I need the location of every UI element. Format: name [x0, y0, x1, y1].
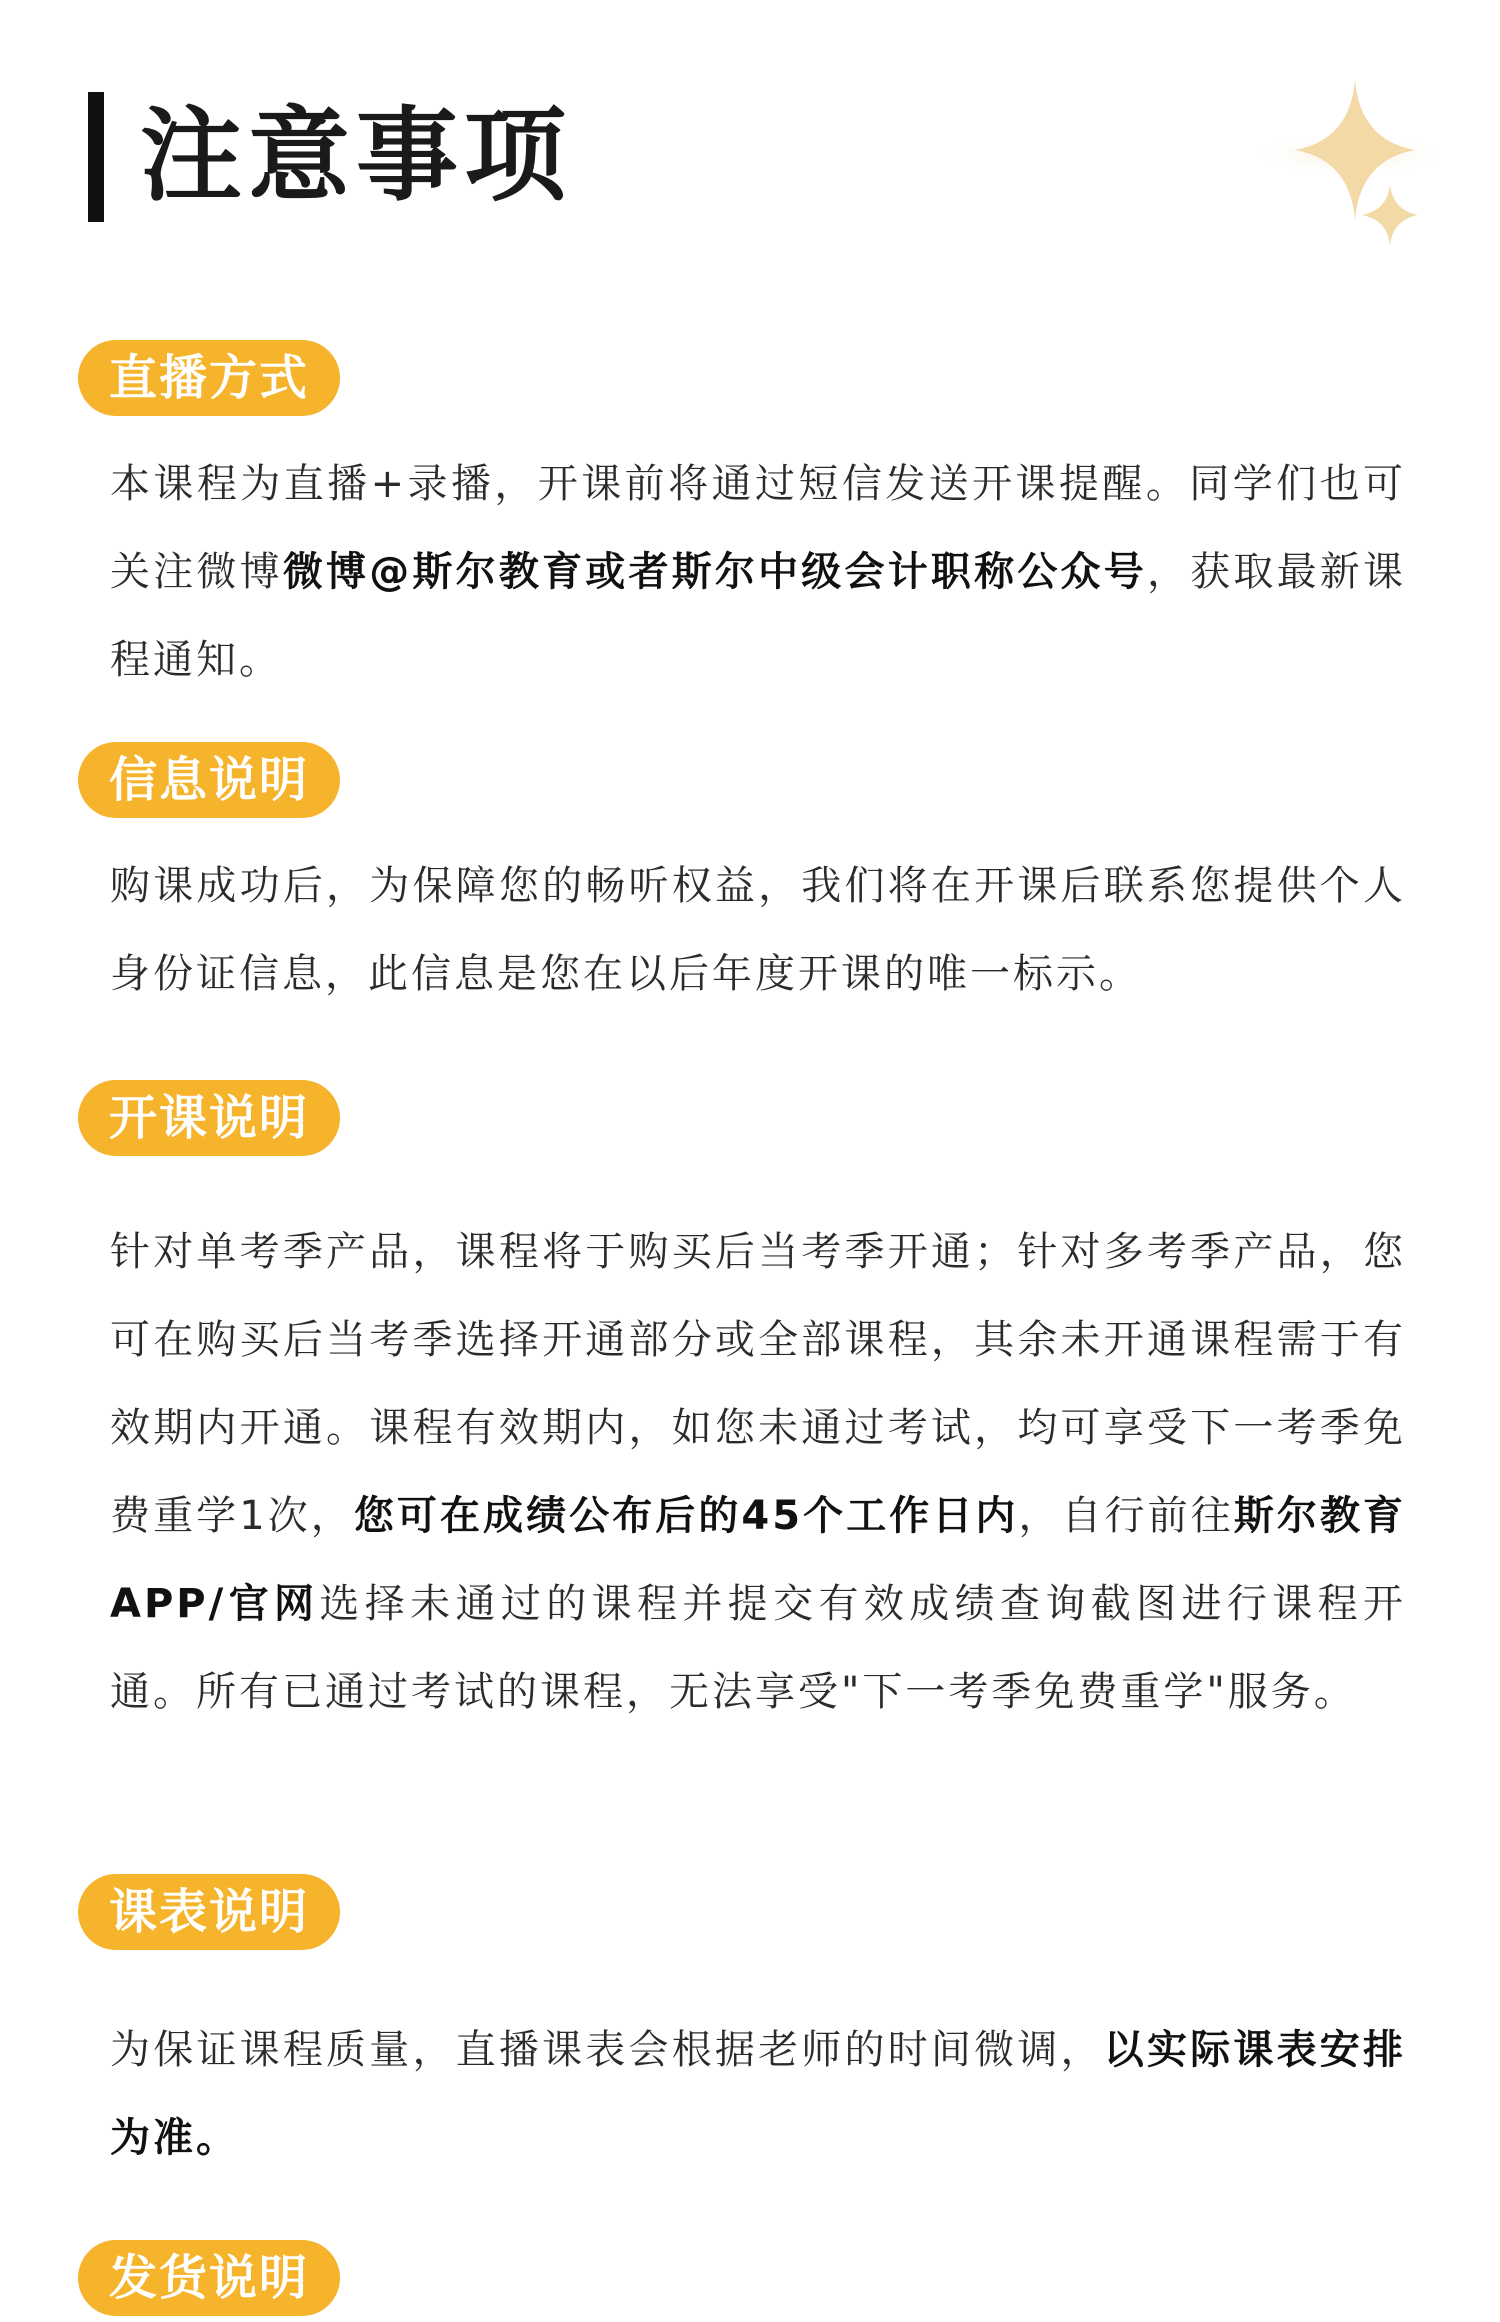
paragraph-emphasis: 斯尔教育APP/官网 — [110, 1493, 1407, 1627]
paragraph-text: 购课成功后，为保障您的畅听权益，我们将在开课后联系您提供个人身份证信息，此信息是您在以后年度开课的唯一标示。 — [110, 863, 1406, 997]
paragraph-text: 本课程为直播+录播，开课前将通过短信发送开课提醒。同学们也可关注微博 — [110, 461, 1406, 595]
paragraph-schedule — [110, 2006, 1406, 2182]
badge-info: 信息说明 — [78, 742, 340, 818]
paragraph-text: ，获取最新课程通知。 — [110, 549, 1407, 683]
paragraph-text: ，自行前往 — [1018, 1493, 1234, 1539]
paragraph-course-opening — [110, 1208, 1406, 1736]
paragraph-emphasis: 微博@斯尔教育或者斯尔中级会计职称公众号 — [282, 549, 1147, 595]
page-title: 注意事项 — [140, 97, 572, 216]
title-accent-bar — [88, 92, 104, 222]
badge-shipping: 发货说明 — [78, 2240, 340, 2316]
badge-schedule: 课表说明 — [78, 1874, 340, 1950]
sparkle-icon — [1240, 60, 1470, 260]
badge-course-opening: 开课说明 — [78, 1080, 340, 1156]
paragraph-emphasis: 以实际课表安排为准。 — [110, 2027, 1407, 2161]
paragraph-text: 为保证课程质量，直播课表会根据老师的时间微调， — [110, 2027, 1104, 2073]
paragraph-text: 针对单考季产品，课程将于购买后当考季开通；针对多考季产品，您可在购买后当考季选择开通部分或全部课程，其余未开通课程需于有效期内开通。课程有效期内，如您未通过考试，均可享受下一考季免费重学1次， — [110, 1229, 1406, 1539]
paragraph-text: 选择未通过的课程并提交有效成绩查询截图进行课程开通。所有已通过考试的课程，无法享受"下一考季免费重学"服务。 — [110, 1581, 1407, 1715]
paragraph-info — [110, 842, 1406, 1018]
paragraph-emphasis: 您可在成绩公布后的45个工作日内 — [353, 1493, 1019, 1539]
badge-live-method: 直播方式 — [78, 340, 340, 416]
paragraph-live-method — [110, 440, 1406, 704]
